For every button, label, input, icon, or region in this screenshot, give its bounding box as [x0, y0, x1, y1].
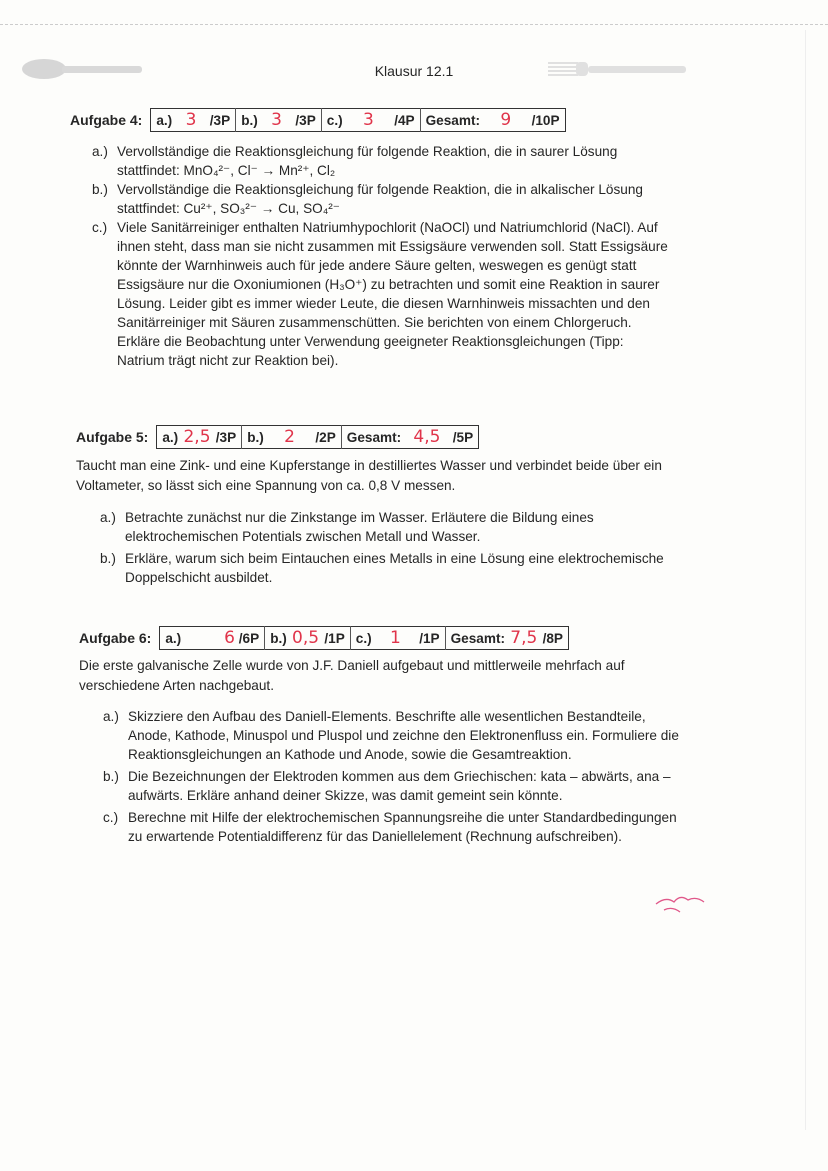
score-cell: b.) 0,5 /1P [265, 627, 351, 650]
subtask-a: a.) Skizziere den Aufbau des Daniell-Elements. Beschrifte alle wesentlichen Bestandteile, Anode, Kathode, Minuspol und Pluspol und zeichne den Elektronenfluss ein. Formuliere die Reaktionsgleichungen an Kathode und Anode, sowie die Gesamtreaktion. [103, 709, 679, 762]
task-intro: Die erste galvanische Zelle wurde von J.F. Daniell aufgebaut und mittlerweile mehrfach auf verschiedene Arten nachgebaut. [79, 658, 625, 693]
awarded-points: 1 [390, 628, 401, 648]
score-table [156, 425, 479, 449]
awarded-points: 2 [284, 427, 295, 447]
task-items [103, 707, 783, 846]
awarded-points: 3 [185, 110, 197, 130]
task-items [100, 508, 760, 587]
task-4-header [70, 108, 752, 132]
score-cell: a.) 6 /6P [165, 628, 260, 648]
subtask-b: b.) Vervollständige die Reaktionsgleichung für folgende Reaktion, die in alkalischer Lösung stattfindet: Cu²⁺, SO₃²⁻ → Cu, SO₄²⁻ [92, 182, 643, 216]
score-table [159, 626, 569, 650]
awarded-points: 0,5 [292, 628, 320, 648]
scan-edge-line [0, 24, 828, 25]
task-items [92, 142, 752, 370]
task-label: Aufgabe 4: [70, 112, 143, 128]
task-label: Aufgabe 5: [76, 429, 149, 445]
score-cell: a.) 2,5 /3P [162, 427, 237, 447]
subtask-b: b.) Erkläre, warum sich beim Eintauchen eines Metalls in eine Lösung eine elektrochemische Doppelschicht ausbildet. [100, 551, 664, 585]
task-5 [76, 425, 776, 587]
page-title: Klausur 12.1 [374, 63, 454, 79]
task-6-header [79, 626, 783, 650]
subtask-c: c.) Berechne mit Hilfe der elektrochemischen Spannungsreihe die unter Standardbedingungen zu erwartende Potentialdifferenz für das Daniellelement (Rechnung aufschreiben). [103, 810, 677, 844]
subtask-b: b.) Die Bezeichnungen der Elektroden kommen aus dem Griechischen: kata – abwärts, ana – aufwärts. Erkläre anhand deiner Skizze, was damit gemeint sein könnte. [103, 769, 671, 803]
awarded-points: 3 [363, 110, 374, 130]
subtask-c: c.) Viele Sanitärreiniger enthalten Natriumhypochlorit (NaOCl) und Natriumchlorid (NaCl). Auf ihnen steht, dass man sie nicht zusammen mit Essigsäure verwenden soll. Statt Essigsäure könnte der Warnhinweis auch für jede andere Säure gelten, weswegen es genügt statt Essigsäure nur die Oxoniumionen (H₃O⁺) zu betrachten und somit eine Reaktion in saurer Lösung. Leider gibt es immer wieder Leute, die diesen Warnhinweis missachten und den Sanitärreiniger mit Säuren zusammenschütten. Sie berichten von einem Chlorgeruch. Erkläre die Beobachtung unter Verwendung geeigneter Reaktionsgleichungen (Tipp: Natrium trägt nicht zur Reaktion bei). [92, 220, 668, 368]
task-intro: Taucht man eine Zink- und eine Kupferstange in destilliertes Wasser und verbindet beide über ein Voltameter, so lässt sich eine Spannung von ca. 0,8 V messen. [76, 458, 662, 493]
score-table [150, 108, 565, 132]
awarded-points: 7,5 [510, 628, 538, 648]
score-cell: c.) 1 /1P [350, 627, 445, 650]
score-cell: a.) 3 /3P [156, 110, 231, 130]
scan-edge [805, 30, 806, 1130]
task-4 [70, 108, 752, 370]
awarded-points: 3 [271, 110, 282, 130]
awarded-points: 4,5 [413, 427, 441, 447]
score-cell: b.) 3 /3P [236, 109, 322, 132]
task-6 [79, 626, 783, 846]
teacher-initials-scribble [650, 890, 710, 920]
awarded-points: 6 [224, 628, 235, 648]
score-cell: c.) 3 /4P [321, 109, 420, 132]
task-5-header [76, 425, 776, 449]
total-cell: Gesamt: 4,5 /5P [341, 426, 478, 449]
total-cell: Gesamt: 9 /10P [420, 109, 565, 132]
awarded-points: 2,5 [183, 427, 211, 447]
subtask-a: a.) Betrachte zunächst nur die Zinkstange im Wasser. Erläutere die Bildung eines elektrochemischen Potentials zwischen Metall und Wasser. [100, 510, 594, 544]
subtask-a: a.) Vervollständige die Reaktionsgleichung für folgende Reaktion, die in saurer Lösung stattfindet: MnO₄²⁻, Cl⁻ → Mn²⁺, Cl₂ [92, 144, 618, 178]
task-label: Aufgabe 6: [79, 630, 152, 646]
score-cell: b.) 2 /2P [242, 426, 342, 449]
total-cell: Gesamt: 7,5 /8P [445, 627, 568, 650]
awarded-points: 9 [500, 110, 512, 130]
